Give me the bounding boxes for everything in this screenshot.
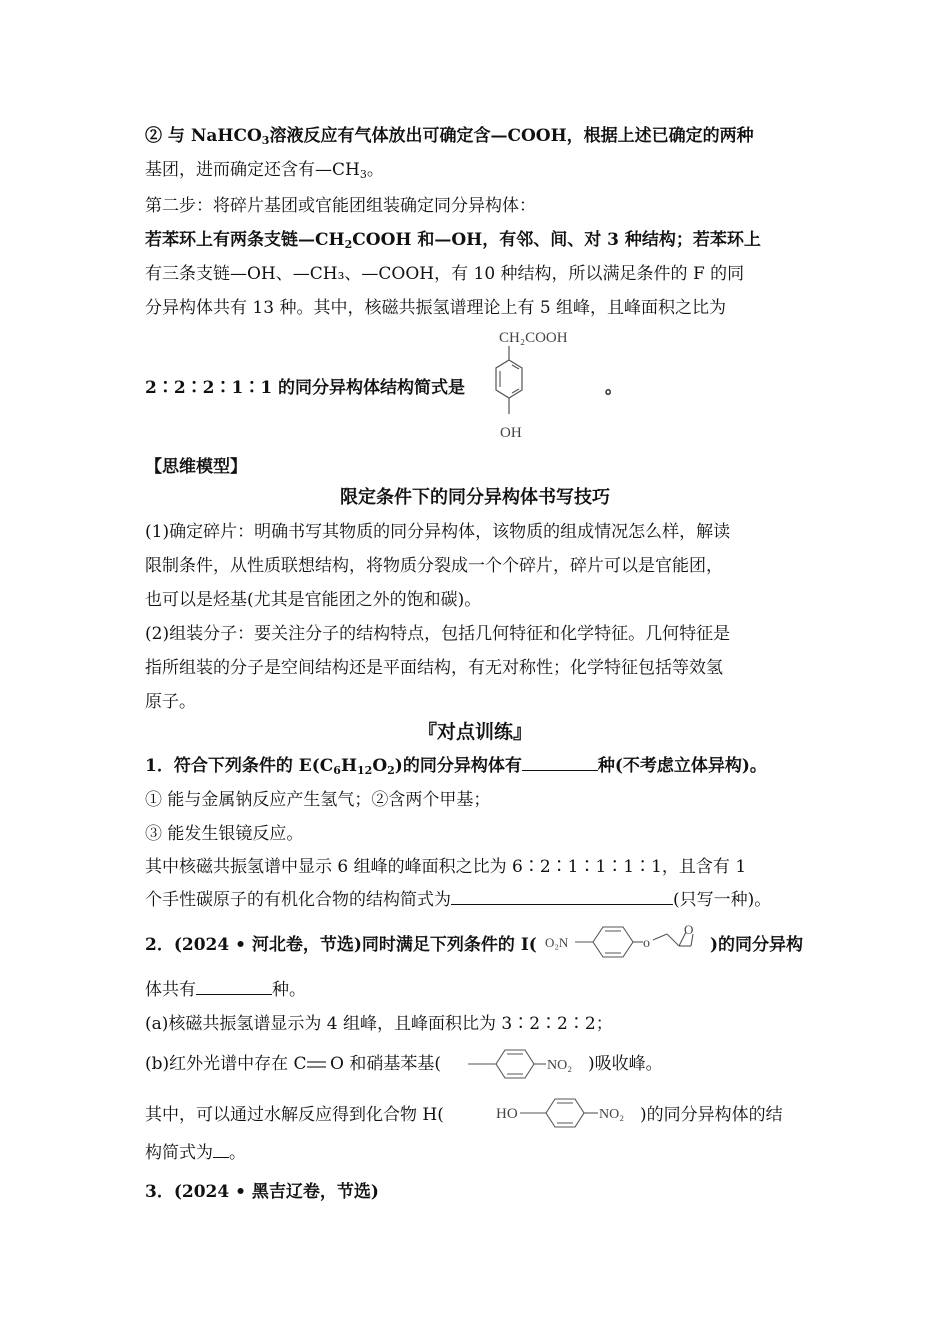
structure-compound-h [494,1093,639,1137]
epoxide-o-label: O [684,922,694,937]
oh-label: OH [500,425,522,441]
text: 其中，可以通过水解反应得到化合物 H( [145,1105,444,1125]
para-line: 也可以是烃基(尤其是官能团之外的饱和碳)。 [145,590,482,610]
text: COOH 和—OH，有邻、间、对 3 种结构；若苯环上 [352,230,761,250]
text: )的同分异构体的结 [640,1105,783,1125]
structure-hydroxyphenylacetic-acid [485,326,615,448]
para-line: 限制条件，从性质联想结构，将物质分裂成一个个碎片，碎片可以是官能团， [145,556,723,576]
text: 构简式为 [145,1143,213,1163]
text: (只写一种)。 [673,890,772,910]
answer-blank[interactable] [451,888,673,905]
para-line: (1)确定碎片：明确书写其物质的同分异构体，该物质的组成情况怎么样，解读 [145,522,731,542]
para-line: 分异构体共有 13 种。其中，核磁共振氢谱理论上有 5 组峰，且峰面积之比为 [145,298,727,318]
text: 基团，进而确定还含有—CH [145,160,360,180]
subscript: 12 [357,764,373,777]
answer-blank[interactable] [522,754,598,771]
text: H [340,756,357,776]
subscript: 2 [344,238,353,251]
no2-label: NO₂ [599,1107,625,1122]
para-line [145,376,465,400]
para-line [145,978,306,1002]
para-line [145,158,384,182]
text: 种(不考虑立体异构)。 [597,756,767,776]
text: 1．符合下列条件的 E(C [145,756,334,776]
para-line: 原子。 [145,692,196,712]
structure-nitrophenyl [458,1044,588,1088]
para-line: ③ 能发生银镜反应。 [145,824,304,844]
period: 。 [605,378,622,398]
text: 体共有 [145,980,196,1000]
text: 种。 [272,980,306,1000]
ho-label: HO [496,1106,518,1122]
subscript: 3 [261,134,270,147]
text: 2∶2∶2∶1∶1 的同分异构体结构简式是 [145,378,466,398]
answer-blank[interactable] [196,978,272,995]
text: 个手性碳原子的有机化合物的结构简式为 [145,890,451,910]
text: )吸收峰。 [588,1054,663,1074]
section-label: 【思维模型】 [145,457,247,477]
text: 溶液反应有气体放出可确定含—COOH，根据上述已确定的两种 [269,126,754,146]
para-line: ① 能与金属钠反应产生氢气；②含两个甲基； [145,790,491,810]
text: O [372,756,388,776]
structure-compound-i [543,920,711,968]
no2-label: NO₂ [547,1058,573,1073]
text: 。 [366,160,384,180]
para-line [145,1103,444,1127]
para-line [145,1052,307,1076]
text: O 和硝基苯基( [330,1054,441,1074]
para-line: 指所组装的分子是空间结构还是平面结构，有无对称性；化学特征包括等效氢 [145,658,723,678]
para-line [145,1141,246,1165]
text: 。 [229,1143,246,1163]
para-line: (a)核磁共振氢谱显示为 4 组峰，且峰面积比为 3∶2∶2∶2； [145,1014,613,1034]
subscript: 2 [387,764,395,777]
text: )的同分异构 [710,935,804,955]
model-title: 限定条件下的同分异构体书写技巧 [340,487,610,508]
text: 2．(2024 • 河北卷，节选)同时满足下列条件的 I( [145,935,537,955]
question-2 [145,933,537,957]
answer-blank[interactable] [213,1141,229,1158]
subscript: 6 [333,764,341,777]
para-line [145,124,754,148]
para-line [145,888,771,912]
practice-title: 『对点训练』 [417,721,532,743]
ch2cooh-label: CH₂COOH [499,330,568,346]
double-bond-symbol [306,1054,328,1078]
question-1 [145,754,767,778]
o2n-label: O₂N [545,935,569,950]
para-line: 有三条支链—OH、—CH₃、—COOH，有 10 种结构，所以满足条件的 F 的同 [145,264,745,284]
subscript: 3 [359,168,367,181]
question-3: 3．(2024 • 黑吉辽卷，节选) [145,1182,379,1202]
text: 若苯环上有两条支链—CH [145,230,345,250]
oxygen-label: o [643,936,650,951]
step-two-heading: 第二步：将碎片基团或官能团组装确定同分异构体： [145,196,536,216]
text: ② 与 NaHCO [145,126,262,146]
para-line: 其中核磁共振氢谱中显示 6 组峰的峰面积之比为 6∶2∶1∶1∶1∶1，且含有 1 [145,857,747,877]
text: )的同分异构体有 [394,756,522,776]
para-line [145,228,761,252]
para-line: (2)组装分子：要关注分子的结构特点，包括几何特征和化学特征。几何特征是 [145,624,731,644]
text: (b)红外光谱中存在 C [145,1054,307,1074]
